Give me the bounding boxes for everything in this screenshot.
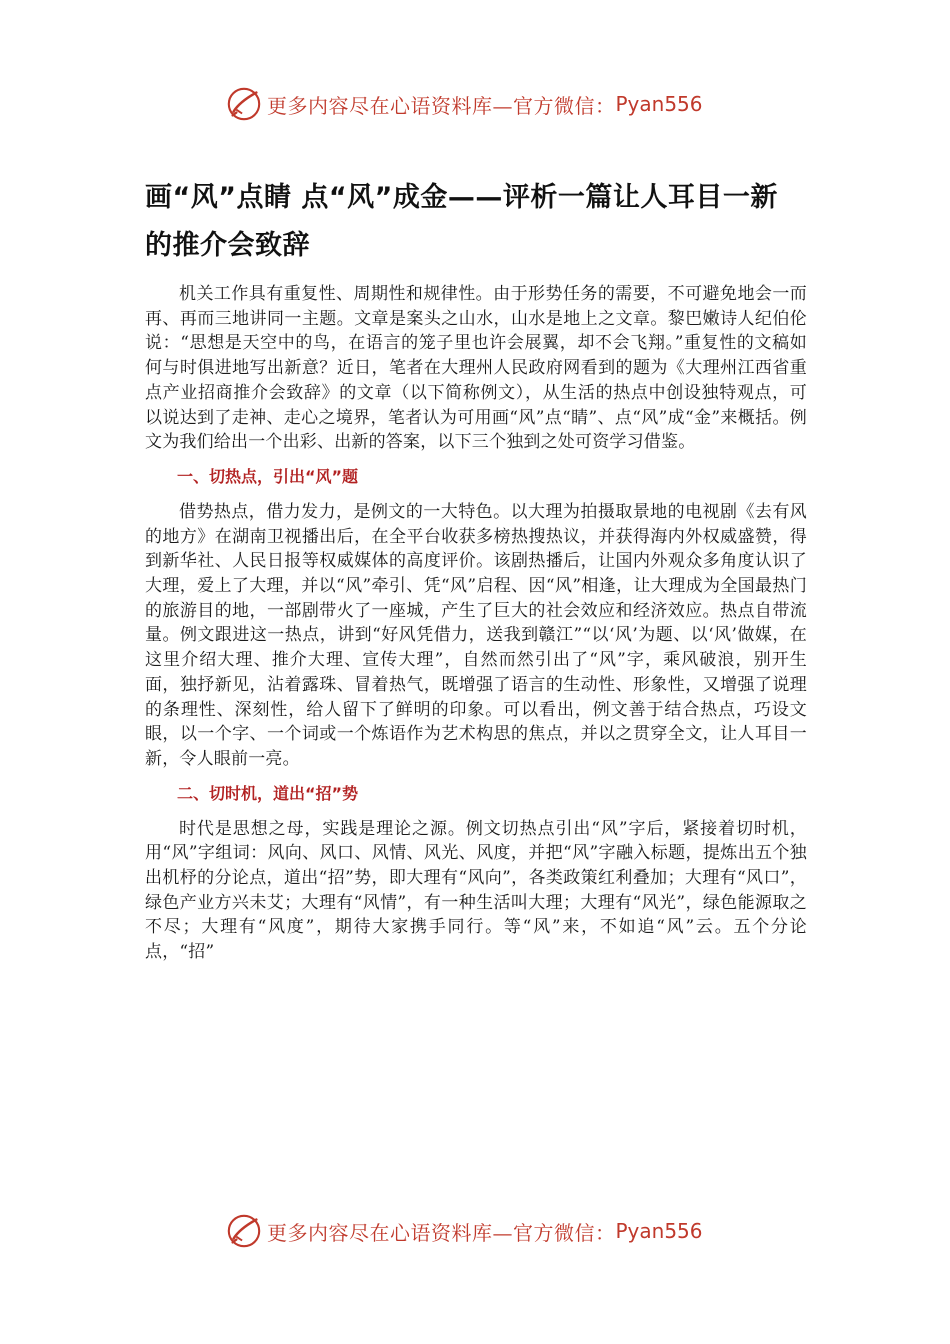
banner-wechat-id: Pyan556 xyxy=(615,92,703,116)
article-body xyxy=(145,282,807,975)
page-title: 画“风”点睛 点“风”成金——评析一篇让人耳目一新的推介会致辞 xyxy=(145,182,778,261)
paragraph-section-1: 借势热点，借力发力，是例文的一大特色。以大理为拍摄取景地的电视剧《去有风的地方》在湖南卫视播出后，在全平台收获多榜热搜热议，并获得海内外权威盛赞，得到新华社、人民日报等权威媒体的高度评价。该剧热播后，让国内外观众多角度认识了大理，爱上了大理，并以“风”牵引、凭“风”启程、因“风”相逢，让大理成为全国最热门的旅游目的地，一部剧带火了一座城，产生了巨大的社会效应和经济效应。热点自带流量。例文跟进这一热点，讲到“好风凭借力，送我到赣江”“以‘风’为题、以‘风’做媒，在这里介绍大理、推介大理、宣传大理”，自然而然引出了“风”字，乘风破浪，别开生面，独抒新见，沾着露珠、冒着热气，既增强了语言的生动性、形象性，又增强了说理的条理性、深刻性，给人留下了鲜明的印象。可以看出，例文善于结合热点，巧设文眼，以一个字、一个词或一个炼语作为艺术构思的焦点，并以之贯穿全文，让人耳目一新，令人眼前一亮。 xyxy=(145,501,807,769)
paragraph-section-2: 时代是思想之母，实践是理论之源。例文切热点引出“风”字后，紧接着切时机，用“风”字组词：风向、风口、风情、风光、风度，并把“风”字融入标题，提炼出五个独出机杼的分论点，道出“招”势，即大理有“风向”，各类政策红利叠加；大理有“风口”，绿色产业方兴未艾；大理有“风情”，有一种生活叫大理；大理有“风光”，绿色能源取之不尽；大理有“风度”，期待大家携手同行。等“风”来，不如追“风”云。五个分论点，“招” xyxy=(145,818,807,963)
banner-text: 更多内容尽在心语资料库—官方微信： xyxy=(267,93,616,118)
banner-wechat-id: Pyan556 xyxy=(615,1219,703,1243)
paragraph-intro: 机关工作具有重复性、周期性和规律性。由于形势任务的需要，不可避免地会一而再、再而三地讲同一主题。文章是案头之山水，山水是地上之文章。黎巴嫩诗人纪伯伦说：“思想是天空中的鸟，在语言的笼子里也许会展翼，却不会飞翔。”重复性的文稿如何与时俱进地写出新意？近日，笔者在大理州人民政府网看到的题为《大理州江西省重点产业招商推介会致辞》的文章（以下简称例文），从生活的热点中创设独特观点，可以说达到了走神、走心之境界，笔者认为可用画“风”点“睛”、点“风”成“金”来概括。例文为我们给出一个出彩、出新的答案，以下三个独到之处可资学习借鉴。 xyxy=(145,284,807,453)
footer-banner xyxy=(225,1211,745,1251)
pen-logo-icon xyxy=(225,1212,263,1250)
banner-text: 更多内容尽在心语资料库—官方微信： xyxy=(267,1220,616,1245)
section-heading-2: 二、切时机，道出“招”势 xyxy=(177,783,359,803)
header-banner xyxy=(225,84,745,124)
pen-logo-icon xyxy=(225,85,263,123)
section-heading-1: 一、切热点，引出“风”题 xyxy=(177,466,359,486)
